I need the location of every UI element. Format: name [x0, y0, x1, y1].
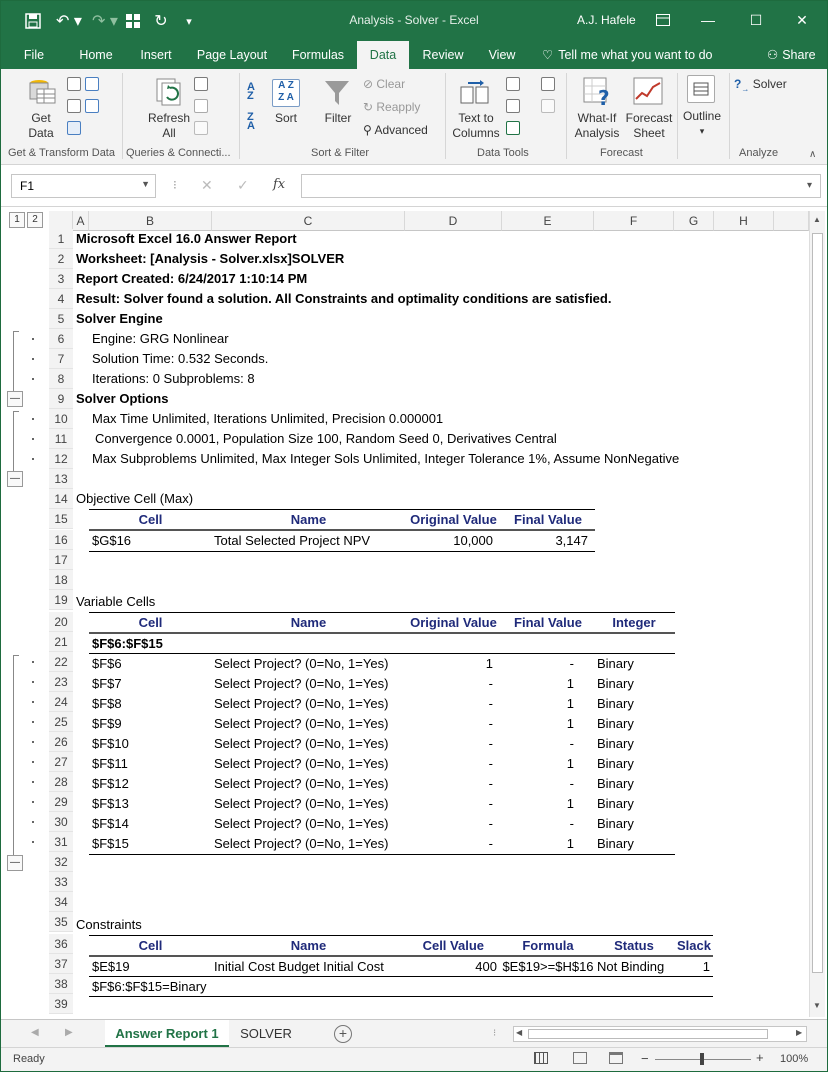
column-header-overflow: [774, 211, 809, 231]
zoom-slider-thumb[interactable]: [700, 1053, 704, 1065]
column-header[interactable]: C: [212, 211, 405, 231]
ribbon-tabs: [1, 41, 827, 69]
row-header[interactable]: 8: [49, 369, 73, 389]
sort-label: Sort: [274, 111, 297, 125]
variable-final-value: -: [569, 656, 574, 671]
clear-button[interactable]: [363, 77, 405, 91]
variable-integer: Binary: [597, 696, 634, 711]
column-header[interactable]: F: [594, 211, 674, 231]
variable-original-value: 1: [485, 656, 493, 671]
row-header[interactable]: 31: [49, 832, 73, 852]
objective-header-cell: Cell: [138, 512, 163, 527]
filter-label: Filter: [324, 111, 352, 125]
row-header[interactable]: 29: [49, 792, 73, 812]
tab-data[interactable]: Data: [357, 41, 409, 69]
tab-review[interactable]: Review: [422, 48, 464, 62]
outline-dot: [32, 741, 34, 743]
ribbon-display-icon[interactable]: [646, 7, 680, 33]
row-header[interactable]: 26: [49, 732, 73, 752]
relationships-icon[interactable]: [541, 99, 555, 113]
row-header[interactable]: 22: [49, 652, 73, 672]
row-header[interactable]: 14: [49, 489, 73, 509]
group-queries: Queries & Connecti...: [126, 147, 231, 159]
share-label: Share: [782, 48, 816, 62]
group-separator: [445, 73, 446, 159]
variable-cell-ref: $F$10: [92, 736, 129, 751]
refresh-all-label: Refresh All: [147, 111, 191, 140]
text-to-columns-icon: [460, 79, 490, 105]
reapply-button[interactable]: [363, 100, 420, 114]
row-header[interactable]: 3: [49, 269, 73, 289]
row-header[interactable]: 11: [49, 429, 73, 449]
variable-integer: Binary: [597, 676, 634, 691]
database-icon: [27, 77, 57, 105]
name-box-value: F1: [20, 179, 35, 193]
row-header[interactable]: 13: [49, 469, 73, 489]
constraint-binary: $F$6:$F$15=Binary: [92, 979, 207, 994]
advanced-filter-icon: ⚲: [363, 123, 375, 137]
row-header[interactable]: 19: [49, 590, 73, 610]
window-title: Analysis - Solver - Excel: [349, 13, 479, 27]
variable-integer: Binary: [597, 756, 634, 771]
text-to-columns-label: Text to Columns: [452, 111, 500, 140]
column-header[interactable]: B: [89, 211, 212, 231]
row-header[interactable]: 36: [49, 934, 73, 954]
row-header[interactable]: 23: [49, 672, 73, 692]
column-header[interactable]: E: [502, 211, 594, 231]
outline-bracket: [13, 411, 14, 471]
zoom-out-icon[interactable]: −: [641, 1051, 649, 1066]
outline-dot: [32, 721, 34, 723]
remove-duplicates-icon[interactable]: [506, 99, 520, 113]
variable-cell-ref: $F$15: [92, 836, 129, 851]
outline-dot: [32, 338, 34, 340]
variable-integer: Binary: [597, 836, 634, 851]
variable-original-value: -: [488, 716, 493, 731]
what-if-label: What-If Analysis: [574, 111, 620, 140]
row-header[interactable]: 10: [49, 409, 73, 429]
tell-me-label: Tell me what you want to do: [558, 48, 713, 62]
what-if-icon: [583, 77, 613, 107]
clear-label: Clear: [376, 77, 406, 91]
variable-cell-ref: $F$11: [92, 756, 128, 771]
outline-dot: [32, 841, 34, 843]
outline-dot: [32, 681, 34, 683]
variable-original-value: -: [488, 736, 493, 751]
variable-final-value: 1: [566, 696, 574, 711]
tab-home[interactable]: Home: [79, 48, 113, 62]
variable-cells-heading: Variable Cells: [76, 594, 156, 609]
formula-bar-grip-icon: ⁝: [173, 178, 177, 192]
group-analyze: Analyze: [739, 147, 779, 159]
scroll-right-icon[interactable]: ▶: [796, 1028, 803, 1037]
sort-icon: A Z Z A: [272, 79, 300, 107]
variable-original-value: -: [488, 816, 493, 831]
variable-original-value: -: [488, 756, 493, 771]
get-data-label: Get Data: [28, 111, 54, 140]
constraints-header-cell: Cell: [138, 938, 163, 953]
objective-header-name: Name: [290, 512, 327, 527]
group-separator: [566, 73, 567, 159]
iterations-text: Iterations: 0 Subproblems: 8: [92, 371, 255, 386]
outline-bracket: [13, 331, 19, 332]
variable-name: Select Project? (0=No, 1=Yes): [214, 756, 389, 771]
row-header[interactable]: 34: [49, 892, 73, 912]
constraint-status: Not Binding: [597, 959, 665, 974]
row-header[interactable]: 24: [49, 692, 73, 712]
from-text-icon[interactable]: [67, 77, 81, 91]
row-header[interactable]: 7: [49, 349, 73, 369]
existing-connections-icon[interactable]: [67, 121, 81, 135]
sheet-tab-answer-report[interactable]: Answer Report 1: [105, 1020, 229, 1048]
column-header[interactable]: A: [73, 211, 89, 231]
options-line-3: Max Subproblems Unlimited, Max Integer Sols Unlimited, Integer Tolerance 1%, Assume NonNegative: [92, 451, 680, 466]
close-icon[interactable]: ✕: [796, 11, 808, 28]
row-header[interactable]: 27: [49, 752, 73, 772]
vertical-scrollbar[interactable]: [809, 211, 825, 1017]
table-border: [89, 632, 675, 634]
report-result: Result: Solver found a solution. All Constraints and optimality conditions are satisfied.: [76, 291, 612, 306]
row-header[interactable]: 32: [49, 852, 73, 872]
new-sheet-icon[interactable]: +: [334, 1025, 352, 1043]
variable-cell-ref: $F$9: [92, 716, 122, 731]
constraints-header-slack: Slack: [677, 938, 711, 953]
variable-cell-ref: $F$6: [92, 656, 122, 671]
tab-formulas[interactable]: Formulas: [291, 48, 345, 62]
outline-dot: [32, 801, 34, 803]
data-validation-icon[interactable]: [506, 121, 520, 135]
outline-dot: [32, 821, 34, 823]
variable-original-value: -: [488, 696, 493, 711]
variable-name: Select Project? (0=No, 1=Yes): [214, 736, 389, 751]
outline-icon: [687, 75, 715, 103]
worksheet-grid[interactable]: [1, 207, 827, 1019]
constraint-slack: 1: [702, 959, 710, 974]
filter-icon: [324, 79, 350, 107]
variable-cell-ref: $F$7: [92, 676, 122, 691]
redo-icon[interactable]: ↷ ▾: [92, 13, 118, 30]
scroll-tabs-left-icon[interactable]: ◀: [31, 1027, 39, 1038]
share-button[interactable]: [767, 41, 816, 69]
outline-dot: [32, 701, 34, 703]
flash-fill-icon[interactable]: [506, 77, 520, 91]
row-header[interactable]: 30: [49, 812, 73, 832]
reapply-label: Reapply: [376, 100, 421, 114]
group-separator: [122, 73, 123, 159]
row-header[interactable]: 20: [49, 612, 73, 632]
refresh-all-icon: [155, 77, 185, 107]
group-separator: [729, 73, 730, 159]
edit-links-icon[interactable]: [194, 121, 208, 135]
advanced-button[interactable]: [363, 123, 428, 137]
queries-connections-icon[interactable]: [194, 77, 208, 91]
report-worksheet: Worksheet: [Analysis - Solver.xlsx]SOLVER: [76, 251, 345, 266]
properties-icon[interactable]: [194, 99, 208, 113]
variable-final-value: 1: [566, 796, 574, 811]
outline-dot: [32, 418, 34, 420]
normal-view-icon[interactable]: [534, 1052, 548, 1064]
row-header[interactable]: 12: [49, 449, 73, 469]
variable-cell-ref: $F$12: [92, 776, 129, 791]
collapse-group-button[interactable]: —: [7, 391, 23, 407]
variable-final-value: 1: [566, 676, 574, 691]
scroll-thumb[interactable]: [812, 233, 823, 973]
row-header[interactable]: 39: [49, 994, 73, 1014]
group-data-tools: Data Tools: [477, 147, 529, 159]
variable-cell-ref: $F$8: [92, 696, 122, 711]
report-created: Report Created: 6/24/2017 1:10:14 PM: [76, 271, 308, 286]
variable-cell-ref: $F$14: [92, 816, 129, 831]
scroll-up-icon[interactable]: ▲: [813, 215, 821, 224]
engine-text: Engine: GRG Nonlinear: [92, 331, 229, 346]
row-header[interactable]: 6: [49, 329, 73, 349]
outline-dropdown-icon: ▾: [699, 126, 705, 136]
horizontal-scrollbar[interactable]: [513, 1026, 807, 1042]
variable-name: Select Project? (0=No, 1=Yes): [214, 796, 389, 811]
constraints-header-status: Status: [614, 938, 654, 953]
variable-name: Select Project? (0=No, 1=Yes): [214, 836, 389, 851]
status-ready: Ready: [13, 1053, 45, 1065]
outline-bracket: [13, 655, 14, 855]
outline-level-1-button[interactable]: 1: [9, 212, 25, 228]
advanced-label: Advanced: [374, 123, 428, 137]
sheet-tab-solver[interactable]: SOLVER: [240, 1026, 292, 1041]
forecast-chart-icon: [633, 77, 663, 107]
clear-icon: ⊘: [363, 77, 377, 91]
column-header[interactable]: D: [405, 211, 502, 231]
objective-header-final: Final Value: [514, 512, 582, 527]
status-bar: [1, 1047, 827, 1071]
collapse-group-button[interactable]: —: [7, 855, 23, 871]
customize-qat-icon[interactable]: ▾: [186, 15, 192, 28]
constraints-header-formula: Formula: [522, 938, 574, 953]
variables-header-final: Final Value: [514, 615, 582, 630]
collapse-ribbon-icon[interactable]: ∧: [809, 149, 817, 160]
constraints-heading: Constraints: [76, 917, 142, 932]
row-header[interactable]: 35: [49, 912, 73, 932]
cancel-icon[interactable]: ✕: [201, 177, 213, 193]
row-header[interactable]: 16: [49, 530, 73, 550]
tab-file[interactable]: File: [23, 48, 45, 62]
scroll-left-icon[interactable]: ◀: [516, 1028, 523, 1037]
group-separator: [677, 73, 678, 159]
outline-dot: [32, 378, 34, 380]
objective-heading: Objective Cell (Max): [76, 491, 194, 506]
solver-icon: ?: [734, 77, 742, 91]
variables-range: $F$6:$F$15: [92, 636, 163, 651]
tab-view[interactable]: View: [488, 48, 516, 62]
scroll-tabs-right-icon[interactable]: ▶: [65, 1027, 73, 1038]
report-title: Microsoft Excel 16.0 Answer Report: [76, 231, 297, 246]
from-web-icon[interactable]: [85, 77, 99, 91]
row-header[interactable]: 38: [49, 974, 73, 994]
objective-name: Total Selected Project NPV: [214, 533, 371, 548]
table-border: [89, 551, 595, 552]
objective-final-value: 3,147: [555, 533, 588, 548]
insert-function-icon[interactable]: fx: [273, 177, 286, 192]
scroll-down-icon[interactable]: ▼: [813, 1001, 821, 1010]
row-header[interactable]: 9: [49, 389, 73, 409]
person-icon: ⚇: [767, 48, 779, 62]
tab-insert[interactable]: Insert: [140, 48, 172, 62]
solver-options-heading: Solver Options: [76, 391, 169, 406]
objective-original-value: 10,000: [453, 533, 493, 548]
select-all-corner[interactable]: [49, 211, 73, 231]
page-layout-view-icon[interactable]: [573, 1052, 587, 1064]
outline-dot: [32, 358, 34, 360]
svg-text:?: ?: [598, 86, 610, 107]
h-scroll-thumb[interactable]: [528, 1029, 768, 1039]
variable-final-value: 1: [566, 756, 574, 771]
variable-integer: Binary: [597, 656, 634, 671]
tell-me-box[interactable]: [542, 41, 712, 69]
variable-original-value: -: [488, 796, 493, 811]
expand-formula-bar-icon[interactable]: ▾: [807, 180, 813, 191]
variable-integer: Binary: [597, 816, 634, 831]
outline-bracket: [13, 331, 14, 391]
variable-integer: Binary: [597, 776, 634, 791]
variable-name: Select Project? (0=No, 1=Yes): [214, 656, 389, 671]
row-header[interactable]: 15: [49, 509, 73, 529]
row-header[interactable]: 4: [49, 289, 73, 309]
minimize-icon[interactable]: —: [701, 12, 715, 28]
sheet-tab-bar: [1, 1019, 827, 1047]
variable-name: Select Project? (0=No, 1=Yes): [214, 716, 389, 731]
reapply-icon: ↻: [363, 100, 377, 114]
name-box[interactable]: [11, 174, 156, 198]
variable-original-value: -: [488, 676, 493, 691]
row-header[interactable]: 21: [49, 632, 73, 652]
row-header[interactable]: 2: [49, 249, 73, 269]
variables-header-original: Original Value: [410, 615, 497, 630]
outline-dot: [32, 761, 34, 763]
row-header[interactable]: 25: [49, 712, 73, 732]
constraint-name: Initial Cost Budget Initial Cost: [214, 959, 384, 974]
solver-button[interactable]: $?_\to$ Solver: [734, 77, 787, 94]
undo-icon[interactable]: ↶ ▾: [56, 13, 82, 30]
outline-level-2-button[interactable]: 2: [27, 212, 43, 228]
variable-final-value: -: [569, 736, 574, 751]
forecast-sheet-label: Forecast Sheet: [625, 111, 673, 140]
maximize-icon[interactable]: ☐: [749, 11, 763, 28]
group-get-transform: Get & Transform Data: [8, 147, 115, 159]
variables-header-integer: Integer: [612, 615, 656, 630]
row-header[interactable]: 28: [49, 772, 73, 792]
zoom-level[interactable]: 100%: [780, 1053, 809, 1065]
variable-original-value: -: [488, 836, 493, 851]
variable-name: Select Project? (0=No, 1=Yes): [214, 676, 389, 691]
solution-time-text: Solution Time: 0.532 Seconds.: [92, 351, 269, 366]
variable-name: Select Project? (0=No, 1=Yes): [214, 776, 389, 791]
from-table-icon[interactable]: [67, 99, 81, 113]
table-border: [89, 854, 675, 855]
row-header[interactable]: 37: [49, 954, 73, 974]
row-header[interactable]: 33: [49, 872, 73, 892]
outline-dot: [32, 438, 34, 440]
lightbulb-icon: ♡: [542, 48, 554, 62]
zoom-in-icon[interactable]: +: [756, 1050, 764, 1065]
outline-dot: [32, 458, 34, 460]
user-name[interactable]: A.J. Hafele: [577, 13, 636, 27]
row-header[interactable]: 1: [49, 229, 73, 249]
enter-icon[interactable]: ✓: [237, 177, 249, 193]
row-header[interactable]: 17: [49, 550, 73, 570]
row-header[interactable]: 5: [49, 309, 73, 329]
formula-input[interactable]: [301, 174, 821, 198]
tab-page-layout[interactable]: Page Layout: [196, 48, 268, 62]
variable-name: Select Project? (0=No, 1=Yes): [214, 696, 389, 711]
outline-dot: [32, 661, 34, 663]
sort-a-to-z-icon[interactable]: A Z: [247, 81, 255, 102]
variable-integer: Binary: [597, 796, 634, 811]
sort-z-to-a-icon[interactable]: Z A: [247, 111, 255, 132]
collapse-group-button[interactable]: —: [7, 471, 23, 487]
outline-bracket: [13, 411, 19, 412]
variable-final-value: 1: [566, 716, 574, 731]
row-header[interactable]: 18: [49, 570, 73, 590]
variable-final-value: -: [569, 816, 574, 831]
column-header[interactable]: G: [674, 211, 714, 231]
variable-final-value: -: [569, 776, 574, 791]
variables-header-cell: Cell: [138, 615, 163, 630]
variable-name: Select Project? (0=No, 1=Yes): [214, 816, 389, 831]
outline-label: Outline: [682, 109, 722, 123]
table-border: [89, 996, 713, 997]
constraints-header-cell-value: Cell Value: [422, 938, 484, 953]
variable-cell-ref: $F$13: [92, 796, 129, 811]
page-break-view-icon[interactable]: [609, 1052, 623, 1064]
recent-sources-icon[interactable]: [85, 99, 99, 113]
outline-bracket: [13, 655, 19, 656]
variable-integer: Binary: [597, 736, 634, 751]
outline-dot: [32, 781, 34, 783]
variable-integer: Binary: [597, 716, 634, 731]
column-header[interactable]: H: [714, 211, 774, 231]
constraint-cell-value: 400: [475, 959, 497, 974]
constraints-header-name: Name: [290, 938, 327, 953]
variables-header-name: Name: [290, 615, 327, 630]
solver-engine-heading: Solver Engine: [76, 311, 163, 326]
constraint-formula: $E$19>=$H$16: [502, 959, 594, 974]
options-line-2: Convergence 0.0001, Population Size 100, Random Seed 0, Derivatives Central: [95, 431, 557, 446]
title-bar: [1, 1, 827, 41]
tab-splitter-icon[interactable]: ⁝: [493, 1028, 497, 1039]
ribbon: [1, 69, 827, 165]
objective-header-original: Original Value: [410, 512, 497, 527]
refresh-icon[interactable]: ↻: [154, 13, 168, 30]
formula-bar: [1, 165, 827, 207]
consolidate-icon[interactable]: [541, 77, 555, 91]
group-sort-filter: Sort & Filter: [311, 147, 370, 159]
group-forecast: Forecast: [600, 147, 643, 159]
constraint-cell-ref: $E$19: [92, 959, 130, 974]
objective-cell-ref: $G$16: [92, 533, 132, 548]
name-box-dropdown-icon[interactable]: ▼: [141, 179, 150, 189]
variable-original-value: -: [488, 776, 493, 791]
options-line-1: Max Time Unlimited, Iterations Unlimited, Precision 0.000001: [92, 411, 444, 426]
group-separator: [239, 73, 240, 159]
variable-final-value: 1: [566, 836, 574, 851]
solver-label: Solver: [752, 77, 787, 91]
